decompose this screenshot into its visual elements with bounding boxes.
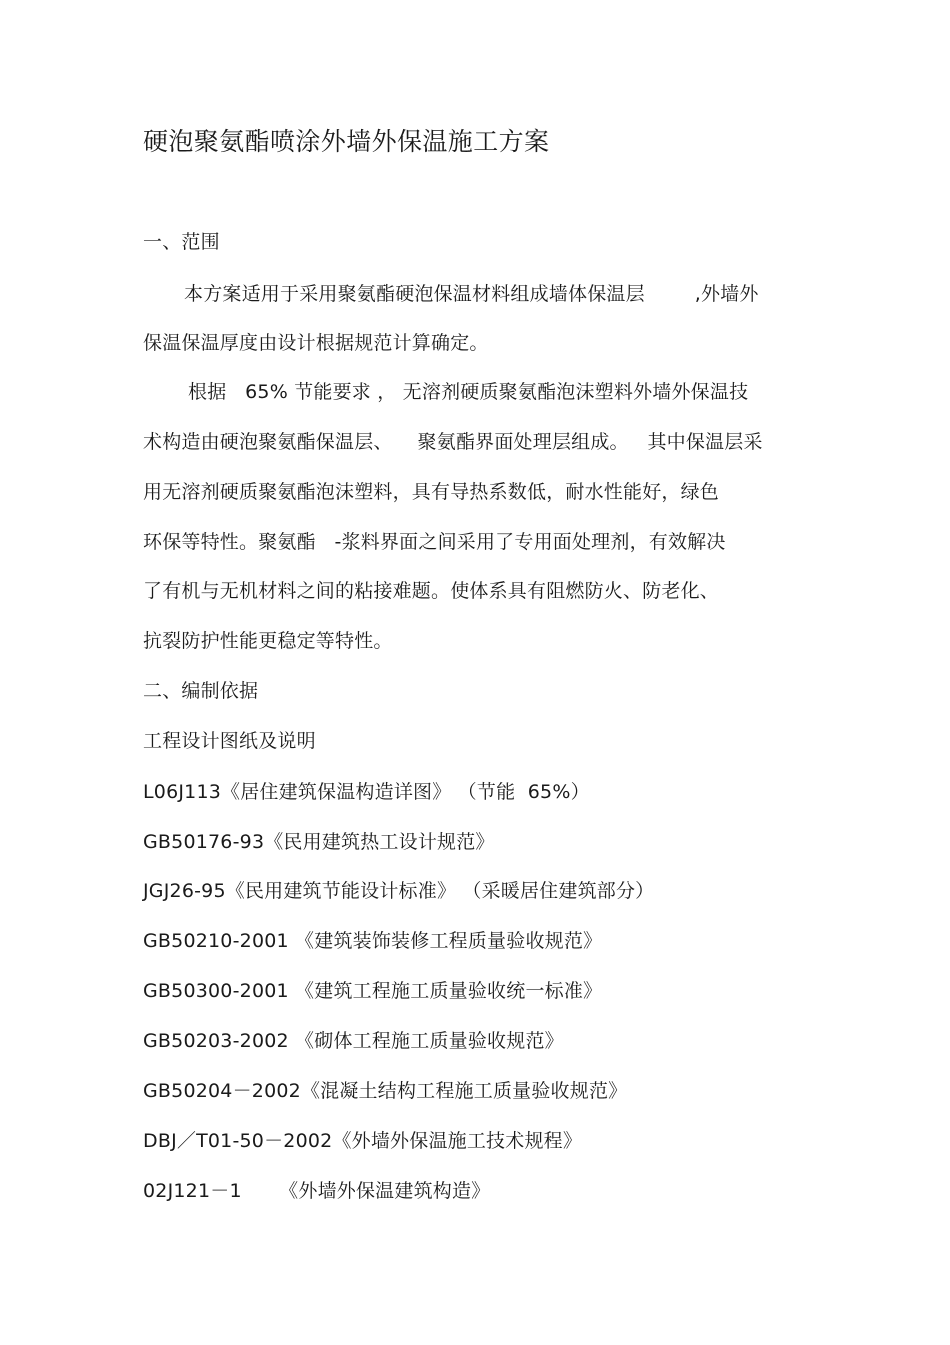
reference-item: JGJ26-95《民用建筑节能设计标准》 （采暖居住建筑部分） (143, 880, 655, 902)
reference-item: GB50203-2002 《砌体工程施工质量验收规范》 (143, 1030, 564, 1052)
reference-item: GB50176-93《民用建筑热工设计规范》 (143, 831, 495, 853)
section-heading-basis: 二、编制依据 (143, 680, 259, 702)
paragraph-line: 抗裂防护性能更稳定等特性。 (143, 630, 393, 652)
paragraph-line: 了有机与无机材料之间的粘接难题。使体系具有阻燃防火、防老化、 (143, 580, 720, 602)
reference-item: 工程设计图纸及说明 (143, 730, 316, 752)
reference-item: GB50204－2002《混凝土结构工程施工质量验收规范》 (143, 1080, 628, 1102)
paragraph-line: 根据 65% 节能要求 ， 无溶剂硬质聚氨酯泡沫塑料外墙外保温技 (188, 381, 749, 403)
section-heading-scope: 一、范围 (143, 231, 220, 253)
reference-item: L06J113《居住建筑保温构造详图》 （节能 65%） (143, 781, 590, 803)
paragraph-line: 环保等特性。聚氨酯 -浆料界面之间采用了专用面处理剂，有效解决 (143, 531, 726, 553)
reference-item: GB50300-2001 《建筑工程施工质量验收统一标准》 (143, 980, 603, 1002)
reference-item: GB50210-2001 《建筑装饰装修工程质量验收规范》 (143, 930, 603, 952)
reference-item: 02J121－1 《外墙外保温建筑构造》 (143, 1180, 491, 1202)
paragraph-line: 术构造由硬泡聚氨酯保温层、 聚氨酯界面处理层组成。 其中保温层采 (143, 431, 763, 453)
reference-item: DBJ／T01-50－2002《外墙外保温施工技术规程》 (143, 1130, 583, 1152)
paragraph-line: 用无溶剂硬质聚氨酯泡沫塑料，具有导热系数低，耐水性能好，绿色 (143, 481, 720, 503)
document-title: 硬泡聚氨酯喷涂外墙外保温施工方案 (143, 127, 550, 156)
paragraph-line: 保温保温厚度由设计根据规范计算确定。 (143, 332, 489, 354)
paragraph-line: 本方案适用于采用聚氨酯硬泡保温材料组成墙体保温层 ,外墙外 (184, 283, 759, 305)
